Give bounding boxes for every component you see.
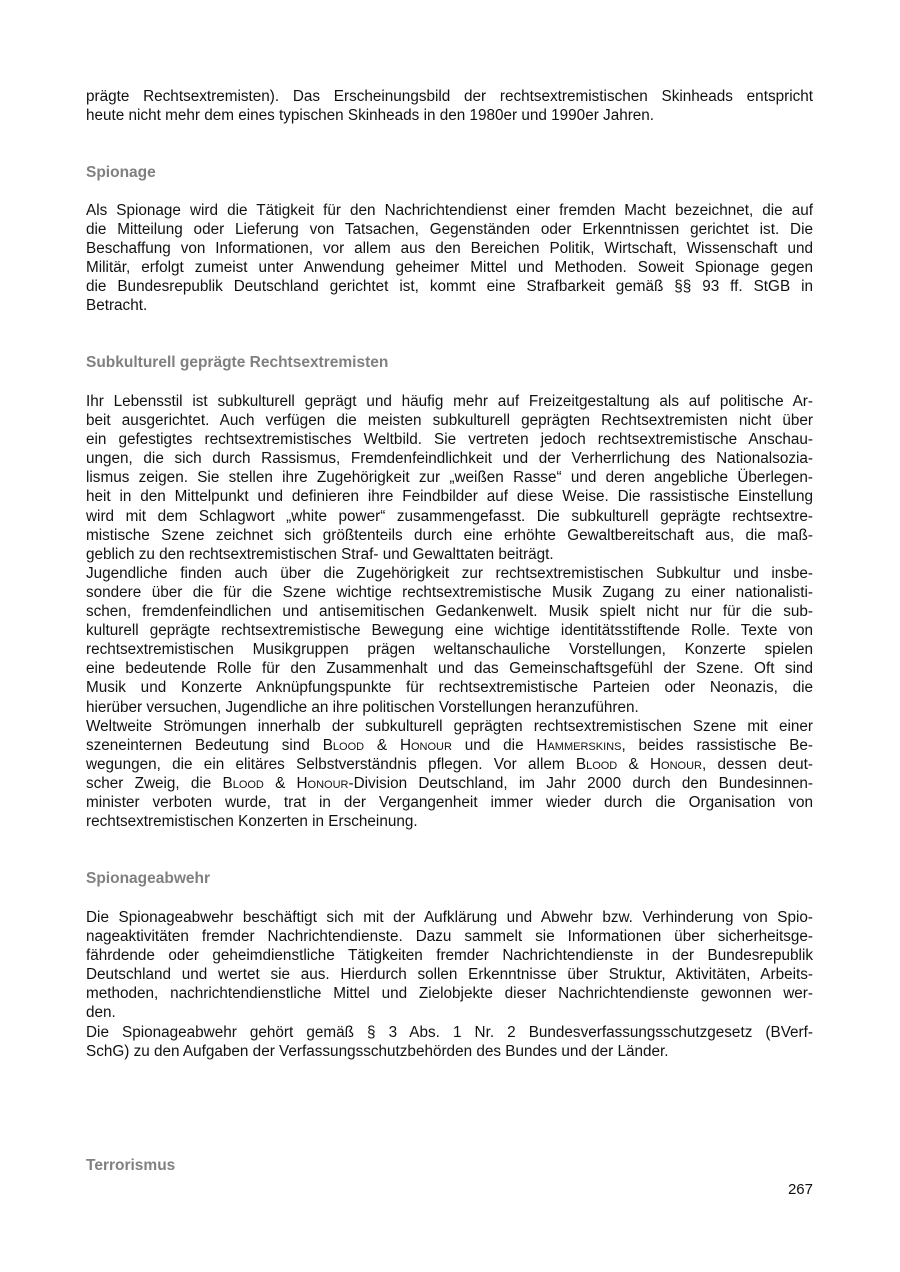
text-line: Die Spionageabwehr beschäftigt sich mit der Aufklärung und Abwehr bzw. Verhinderung von Spio- [86, 909, 813, 926]
text-line: geblich zu den rechtsextremistischen Straf- und Gewalttaten beiträgt. [86, 545, 554, 563]
text-line: nageaktivitäten fremder Nachrichtendienste. Dazu sammelt sie Informationen über sicherheitsge- [86, 928, 813, 946]
text-line: heute nicht mehr dem eines typischen Skinheads in den 1980er und 1990er Jahren. [86, 107, 655, 125]
text-line: ungen, die sich durch Rassismus, Fremdenfeindlichkeit und der Verherrlichung des Nationalsozia- [86, 450, 813, 468]
org-name: Blood & Honour [575, 755, 702, 773]
text-line: beit ausgerichtet. Auch verfügen die meisten subkulturell geprägten Rechtsextremisten nicht über [86, 412, 813, 430]
text-line: schen, fremdenfeindlichen und antisemitischen Gedankenwelt. Musik spielt nicht nur für die sub- [86, 603, 813, 621]
spionage-paragraph [86, 201, 813, 316]
subkultur-paragraphs [86, 392, 813, 831]
org-name: Blood & Honour [222, 774, 349, 792]
text-line: Als Spionage wird die Tätigkeit für den Nachrichtendienst einer fremden Macht bezeichnet, die auf [86, 202, 813, 219]
text-line: die Bundesrepublik Deutschland gerichtet ist, kommt eine Strafbarkeit gemäß §§ 93 ff. StGB in [86, 278, 813, 296]
section-heading-subkultur: Subkulturell geprägte Rechtsextremisten [86, 354, 389, 371]
text-line: den. [86, 1004, 116, 1022]
text-line: Weltweite Strömungen innerhalb der subkulturell geprägten rechtsextremistischen Szene mit einer [86, 717, 813, 735]
text-line: wird mit dem Schlagwort „white power“ zusammengefasst. Die subkulturell geprägte rechtsextre- [86, 507, 813, 525]
text-line: prägte Rechtsextremisten). Das Erscheinungsbild der rechtsextremistischen Skinheads entspricht [86, 88, 813, 105]
page-number: 267 [787, 1181, 813, 1198]
intro-paragraph [86, 87, 813, 125]
text-line: Betracht. [86, 297, 148, 315]
text-line: Musik und Konzerte Anknüpfungspunkte für rechtsextremistische Parteien oder Neonazis, die [86, 679, 813, 697]
org-name: Blood & Honour [322, 736, 452, 754]
text-line: kulturell geprägte rechtsextremistische Bewegung eine wichtige identitätsstiftende Rolle. Texte von [86, 622, 813, 640]
text-line: heit in den Mittelpunkt und definieren ihre Feindbilder auf diese Weise. Die rassistische Einstellung [86, 488, 813, 506]
text-line: Beschaffung von Informationen, vor allem aus den Bereichen Politik, Wirtschaft, Wissenschaft und [86, 240, 813, 258]
text-line: fährdende oder geheimdienstliche Tätigkeiten fremder Nachrichtendienste in der Bundesrepublik [86, 947, 813, 965]
org-name: Hammerskins [536, 736, 622, 754]
section-heading-terrorismus: Terrorismus [86, 1157, 176, 1174]
text-line: rechtsextremistischen Musikgruppen prägen weltanschauliche Vorstellungen, Konzerte spielen [86, 641, 813, 659]
text-line: Jugendliche finden auch über die Zugehörigkeit zur rechtsextremistischen Subkultur und insbe- [86, 564, 813, 582]
text-line: eine bedeutende Rolle für den Zusammenhalt und das Gemeinschaftsgefühl der Szene. Oft sind [86, 660, 813, 678]
text-line: minister verboten wurde, trat in der Vergangenheit immer wieder durch die Organisation von [86, 793, 813, 811]
text-line: szeneinternen Bedeutung sind Blood & Honour und die Hammerskins, beides rassistische Be- [86, 736, 813, 754]
text-line: ein gefestigtes rechtsextremistisches Weltbild. Sie vertreten jedoch rechtsextremistische Anschau- [86, 431, 813, 449]
text-line: lismus zeigen. Sie stellen ihre Zugehörigkeit zur „weißen Rasse“ und deren angebliche Überlegen- [86, 469, 813, 487]
text-line: scher Zweig, die Blood & Honour-Division Deutschland, im Jahr 2000 durch den Bundesinnen- [86, 774, 814, 792]
spionageabwehr-paragraphs [86, 908, 813, 1061]
text-line: die Mitteilung oder Lieferung von Tatsachen, Gegenständen oder Erkenntnissen gerichtet ist. Die [86, 221, 813, 239]
section-heading-spionage: Spionage [86, 164, 156, 181]
text-line: Die Spionageabwehr gehört gemäß § 3 Abs. 1 Nr. 2 Bundesverfassungsschutzgesetz (BVerf- [86, 1023, 813, 1041]
text-line: hierüber versuchen, Jugendliche an ihre politischen Vorstellungen heranzuführen. [86, 698, 639, 716]
text-line: mistische Szene zeichnet sich größtenteils durch eine erhöhte Gewaltbereitschaft aus, die maß- [86, 526, 813, 544]
text-line: wegungen, die ein elitäres Selbstverständnis pflegen. Vor allem Blood & Honour, dessen deut- [86, 755, 813, 773]
text-line: Ihr Lebensstil ist subkulturell geprägt und häufig mehr auf Freizeitgestaltung als auf politische Ar- [86, 393, 813, 410]
text-line: rechtsextremistischen Konzerten in Erscheinung. [86, 813, 418, 831]
text-line: sondere über die für die Szene wichtige rechtsextremistische Musik Zugang zu einer nationalisti- [86, 583, 813, 601]
text-line: Deutschland und wertet sie aus. Hierdurch sollen Erkenntnisse über Struktur, Aktivitäten, Arbeits- [86, 966, 813, 984]
text-line: SchG) zu den Aufgaben der Verfassungsschutzbehörden des Bundes und der Länder. [86, 1042, 669, 1060]
text-line: methoden, nachrichtendienstliche Mittel und Zielobjekte dieser Nachrichtendienste gewonnen wer- [86, 985, 813, 1003]
section-heading-spionageabwehr: Spionageabwehr [86, 870, 211, 887]
text-line: Militär, erfolgt zumeist unter Anwendung geheimer Mittel und Methoden. Soweit Spionage gegen [86, 259, 813, 277]
